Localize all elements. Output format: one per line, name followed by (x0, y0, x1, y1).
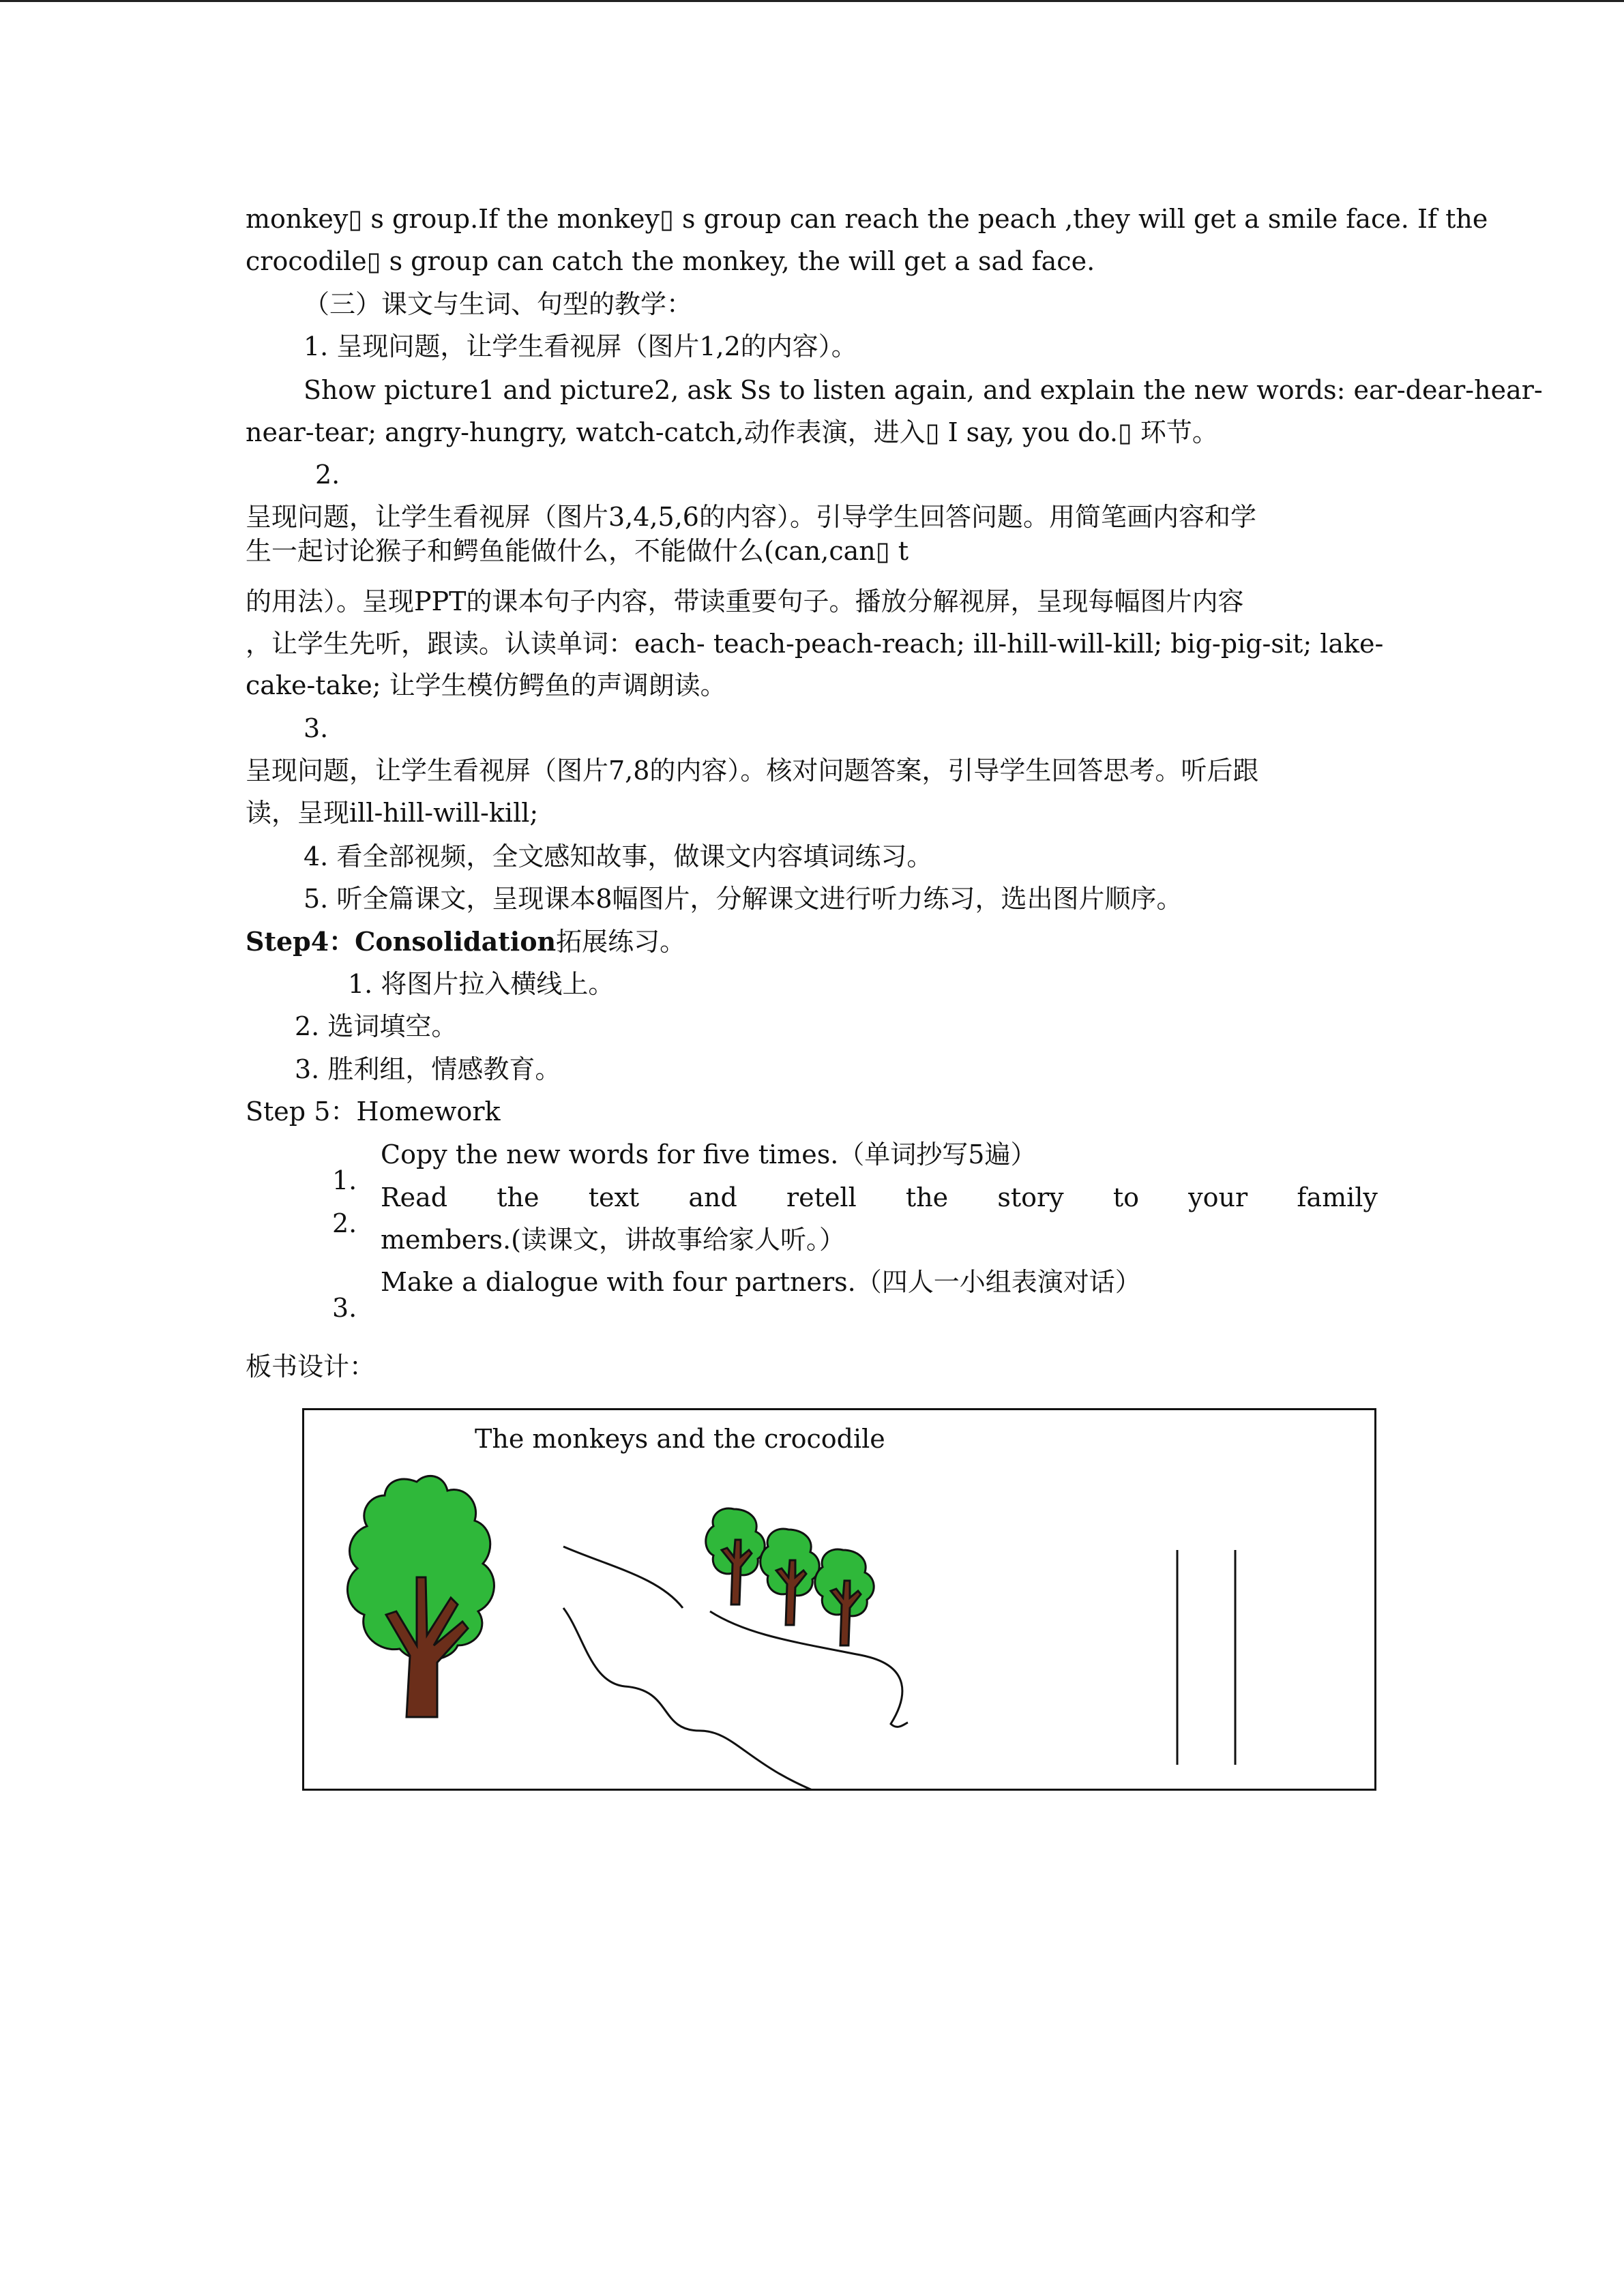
word: retell (786, 1182, 857, 1212)
homework-item (381, 1180, 1378, 1215)
small-tree-icon (761, 1529, 819, 1625)
list-item: 1. 呈现问题，让学生看视屏（图片1,2的内容）。 (304, 331, 857, 361)
board-drawing (304, 1410, 1374, 1789)
word: your (1188, 1182, 1248, 1212)
homework-item: Copy the new words for five times.（单词抄写5遍） (381, 1139, 1037, 1169)
paragraph-line: Show picture1 and picture2, ask Ss to listen again, and explain the new words: ear-dear-hear- (304, 375, 1543, 405)
blackboard-design-box (302, 1408, 1376, 1791)
list-item: 4. 看全部视频，全文感知故事，做课文内容填词练习。 (304, 841, 933, 871)
board-design-label: 板书设计： (246, 1352, 376, 1382)
word: Read (381, 1182, 448, 1212)
paragraph-line: 读，呈现ill-hill-will-kill; (246, 798, 539, 828)
step4-suffix: 拓展练习。 (556, 927, 686, 957)
list-item: 5. 听全篇课文，呈现课本8幅图片，分解课文进行听力练习，选出图片顺序。 (304, 884, 1183, 914)
homework-number: 2. (332, 1208, 357, 1238)
vertical-lines (1177, 1550, 1235, 1765)
list-item: 2. 选词填空。 (295, 1011, 458, 1041)
paragraph-line: 的用法）。呈现PPT的课本句子内容，带读重要句子。播放分解视屏，呈现每幅图片内容 (246, 586, 1244, 616)
word: and (688, 1182, 737, 1212)
word: family (1297, 1182, 1378, 1212)
section-heading: （三）课文与生词、句型的教学： (304, 289, 693, 319)
paragraph-line: crocodile▯ s group can catch the monkey, the will get a sad face. (246, 246, 1095, 276)
list-number: 2. (315, 460, 340, 490)
paragraph-line: 呈现问题，让学生看视屏（图片3,4,5,6的内容）。引导学生回答问题。用简笔画内容和学 (246, 502, 1256, 532)
paragraph-line: 生一起讨论猴子和鳄鱼能做什么，不能做什么(can,can▯ t (246, 536, 909, 566)
homework-item-continued: members.(读课文，讲故事给家人听。） (381, 1225, 845, 1255)
list-item: 1. 将图片拉入横线上。 (348, 969, 615, 999)
small-tree-icon (706, 1508, 765, 1605)
list-item: 3. 胜利组，情感教育。 (295, 1054, 561, 1084)
word: story (997, 1182, 1064, 1212)
board-title: The monkeys and the crocodile (475, 1424, 885, 1454)
page-top-border (0, 0, 1624, 2)
word: the (905, 1182, 949, 1212)
paragraph-line: 呈现问题，让学生看视屏（图片7,8的内容）。核对问题答案，引导学生回答思考。听后跟 (246, 756, 1259, 786)
big-tree-icon (347, 1476, 494, 1717)
paragraph-line: cake-take; 让学生模仿鳄鱼的声调朗读。 (246, 670, 726, 700)
paragraph-line: near-tear; angry-hungry, watch-catch,动作表演，进入▯ I say, you do.▯ 环节。 (246, 417, 1218, 447)
step4-heading (246, 924, 685, 959)
paragraph-line: monkey▯ s group.If the monkey▯ s group can reach the peach ,they will get a smile face. If the (246, 204, 1488, 234)
homework-item: Make a dialogue with four partners.（四人一小组表演对话） (381, 1267, 1141, 1297)
word: the (497, 1182, 540, 1212)
small-tree-icon (815, 1549, 874, 1645)
list-number: 3. (304, 713, 329, 743)
word: to (1112, 1182, 1139, 1212)
paragraph-line: ，让学生先听，跟读。认读单词：each- teach-peach-reach; ill-hill-will-kill; big-pig-sit; lake- (246, 629, 1384, 659)
homework-number: 1. (332, 1165, 357, 1195)
step4-label: Step4：Consolidation (246, 926, 557, 957)
homework-heading: Step 5：Homework (246, 1097, 501, 1127)
homework-number: 3. (332, 1293, 357, 1323)
word: text (588, 1182, 640, 1212)
